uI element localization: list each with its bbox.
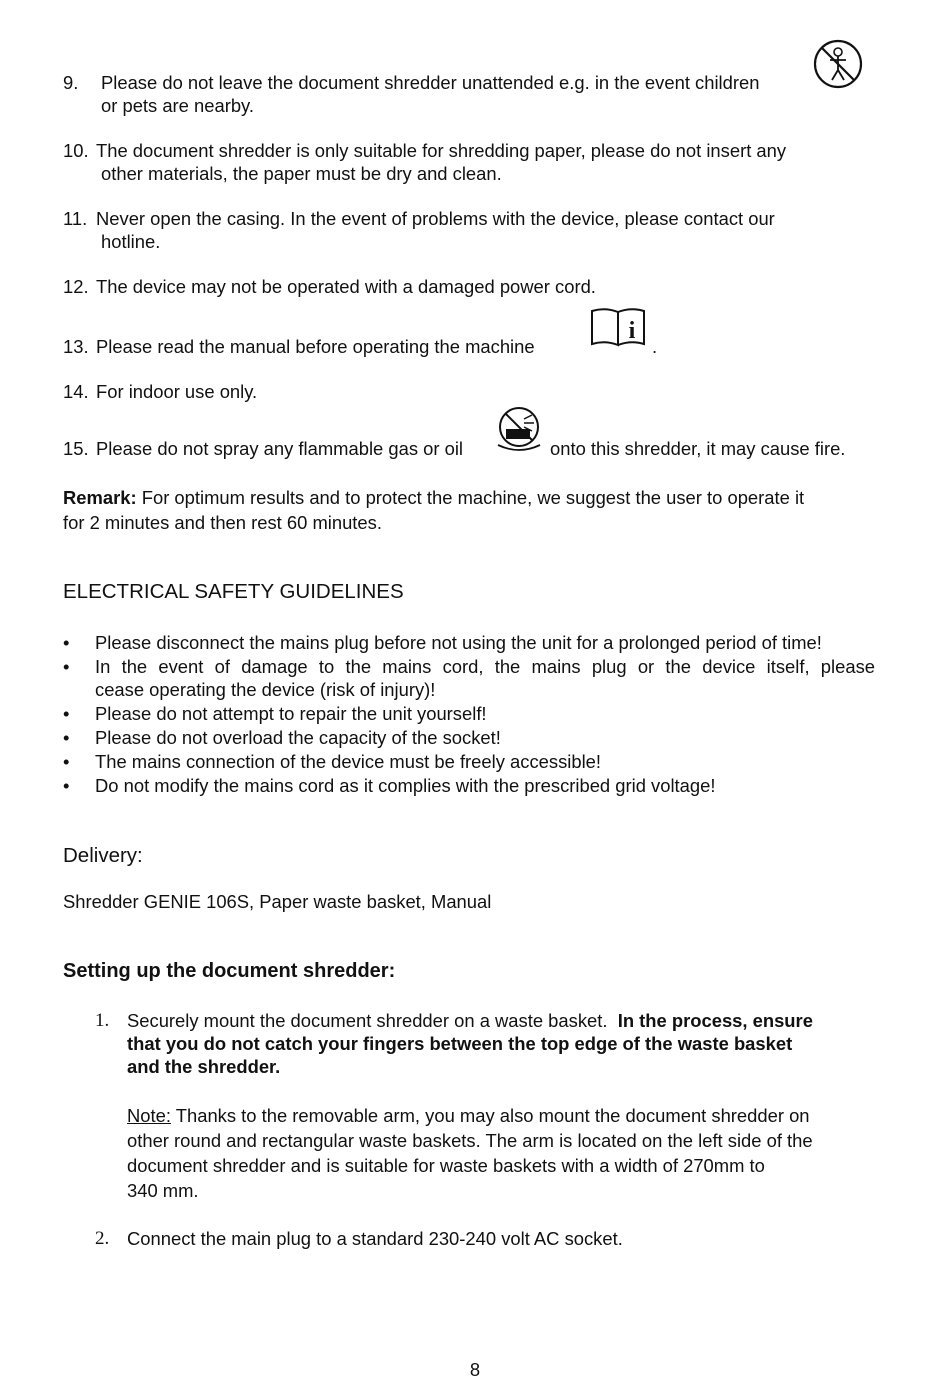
item-number: 12.	[63, 276, 89, 297]
no-children-icon	[812, 38, 864, 90]
step-text-bold: and the shredder.	[127, 1056, 281, 1077]
step-text-bold: that you do not catch your fingers between the top edge of the waste basket	[127, 1033, 793, 1054]
bullet-icon: •	[63, 727, 70, 748]
remark-label: Remark:	[63, 487, 137, 508]
item-text: Please do not leave the document shredder unattended e.g. in the event children	[101, 72, 760, 93]
item-text-suffix: onto this shredder, it may cause fire.	[550, 438, 846, 459]
item-number: 13.	[63, 336, 89, 357]
item-number: 14.	[63, 381, 89, 402]
bullet-text: Please do not overload the capacity of the socket!	[95, 727, 501, 748]
remark-line: for 2 minutes and then rest 60 minutes.	[63, 512, 382, 533]
section-heading-delivery: Delivery:	[63, 844, 143, 867]
note-line: document shredder and is suitable for waste baskets with a width of 270mm to	[127, 1155, 765, 1176]
bullet-icon: •	[63, 751, 70, 772]
item-number: 10.	[63, 140, 89, 161]
step-text-bold: In the process, ensure	[617, 1010, 813, 1031]
item-text-suffix: .	[652, 336, 658, 357]
item-number: 15.	[63, 438, 89, 459]
item-text: The device may not be operated with a damaged power cord.	[96, 276, 596, 297]
step-text	[127, 1009, 872, 1032]
item-text: The document shredder is only suitable for shredding paper, please do not insert any	[96, 140, 787, 161]
note-line: other round and rectangular waste baskets. The arm is located on the left side of the	[127, 1130, 813, 1151]
note-text: Thanks to the removable arm, you may also mount the document shredder on	[175, 1105, 810, 1126]
bullet-icon: •	[63, 775, 70, 796]
svg-text:i: i	[628, 318, 636, 344]
read-manual-icon	[590, 307, 646, 347]
section-heading-electrical: ELECTRICAL SAFETY GUIDELINES	[63, 580, 404, 603]
item-text: Please do not spray any flammable gas or oil	[96, 438, 463, 459]
delivery-text: Shredder GENIE 106S, Paper waste basket, Manual	[63, 891, 492, 912]
item-text: hotline.	[101, 231, 161, 252]
step-text: Connect the main plug to a standard 230-240 volt AC socket.	[127, 1228, 623, 1249]
bullet-text: In the event of damage to the mains cord, the mains plug or the device itself, please	[95, 656, 875, 677]
item-text: other materials, the paper must be dry and clean.	[101, 163, 502, 184]
note-line: 340 mm.	[127, 1180, 199, 1201]
item-text: Please read the manual before operating the machine	[96, 336, 535, 357]
no-spray-icon	[494, 405, 544, 455]
item-text: or pets are nearby.	[101, 95, 254, 116]
step-number: 1.	[95, 1010, 110, 1031]
step-text-normal: Securely mount the document shredder on a waste basket.	[127, 1010, 608, 1031]
bullet-text: Do not modify the mains cord as it complies with the prescribed grid voltage!	[95, 775, 716, 796]
remark-line	[63, 486, 873, 509]
bullet-text: Please disconnect the mains plug before not using the unit for a prolonged period of time!	[95, 632, 822, 653]
step-number: 2.	[95, 1228, 110, 1249]
item-text: For indoor use only.	[96, 381, 258, 402]
item-number: 11.	[63, 208, 88, 229]
section-heading-setup: Setting up the document shredder:	[63, 960, 396, 982]
bullet-icon: •	[63, 656, 70, 677]
remark-text: For optimum results and to protect the machine, we suggest the user to operate it	[141, 487, 805, 508]
item-text: Never open the casing. In the event of problems with the device, please contact our	[96, 208, 775, 229]
bullet-text: The mains connection of the device must be freely accessible!	[95, 751, 602, 772]
note-label: Note:	[127, 1105, 171, 1126]
item-number: 9.	[63, 72, 79, 93]
bullet-text: cease operating the device (risk of injury)!	[95, 679, 436, 700]
bullet-icon: •	[63, 703, 70, 724]
note-line	[127, 1104, 872, 1127]
bullet-text: Please do not attempt to repair the unit yourself!	[95, 703, 487, 724]
bullet-icon: •	[63, 632, 70, 653]
page-number: 8	[469, 1359, 481, 1380]
